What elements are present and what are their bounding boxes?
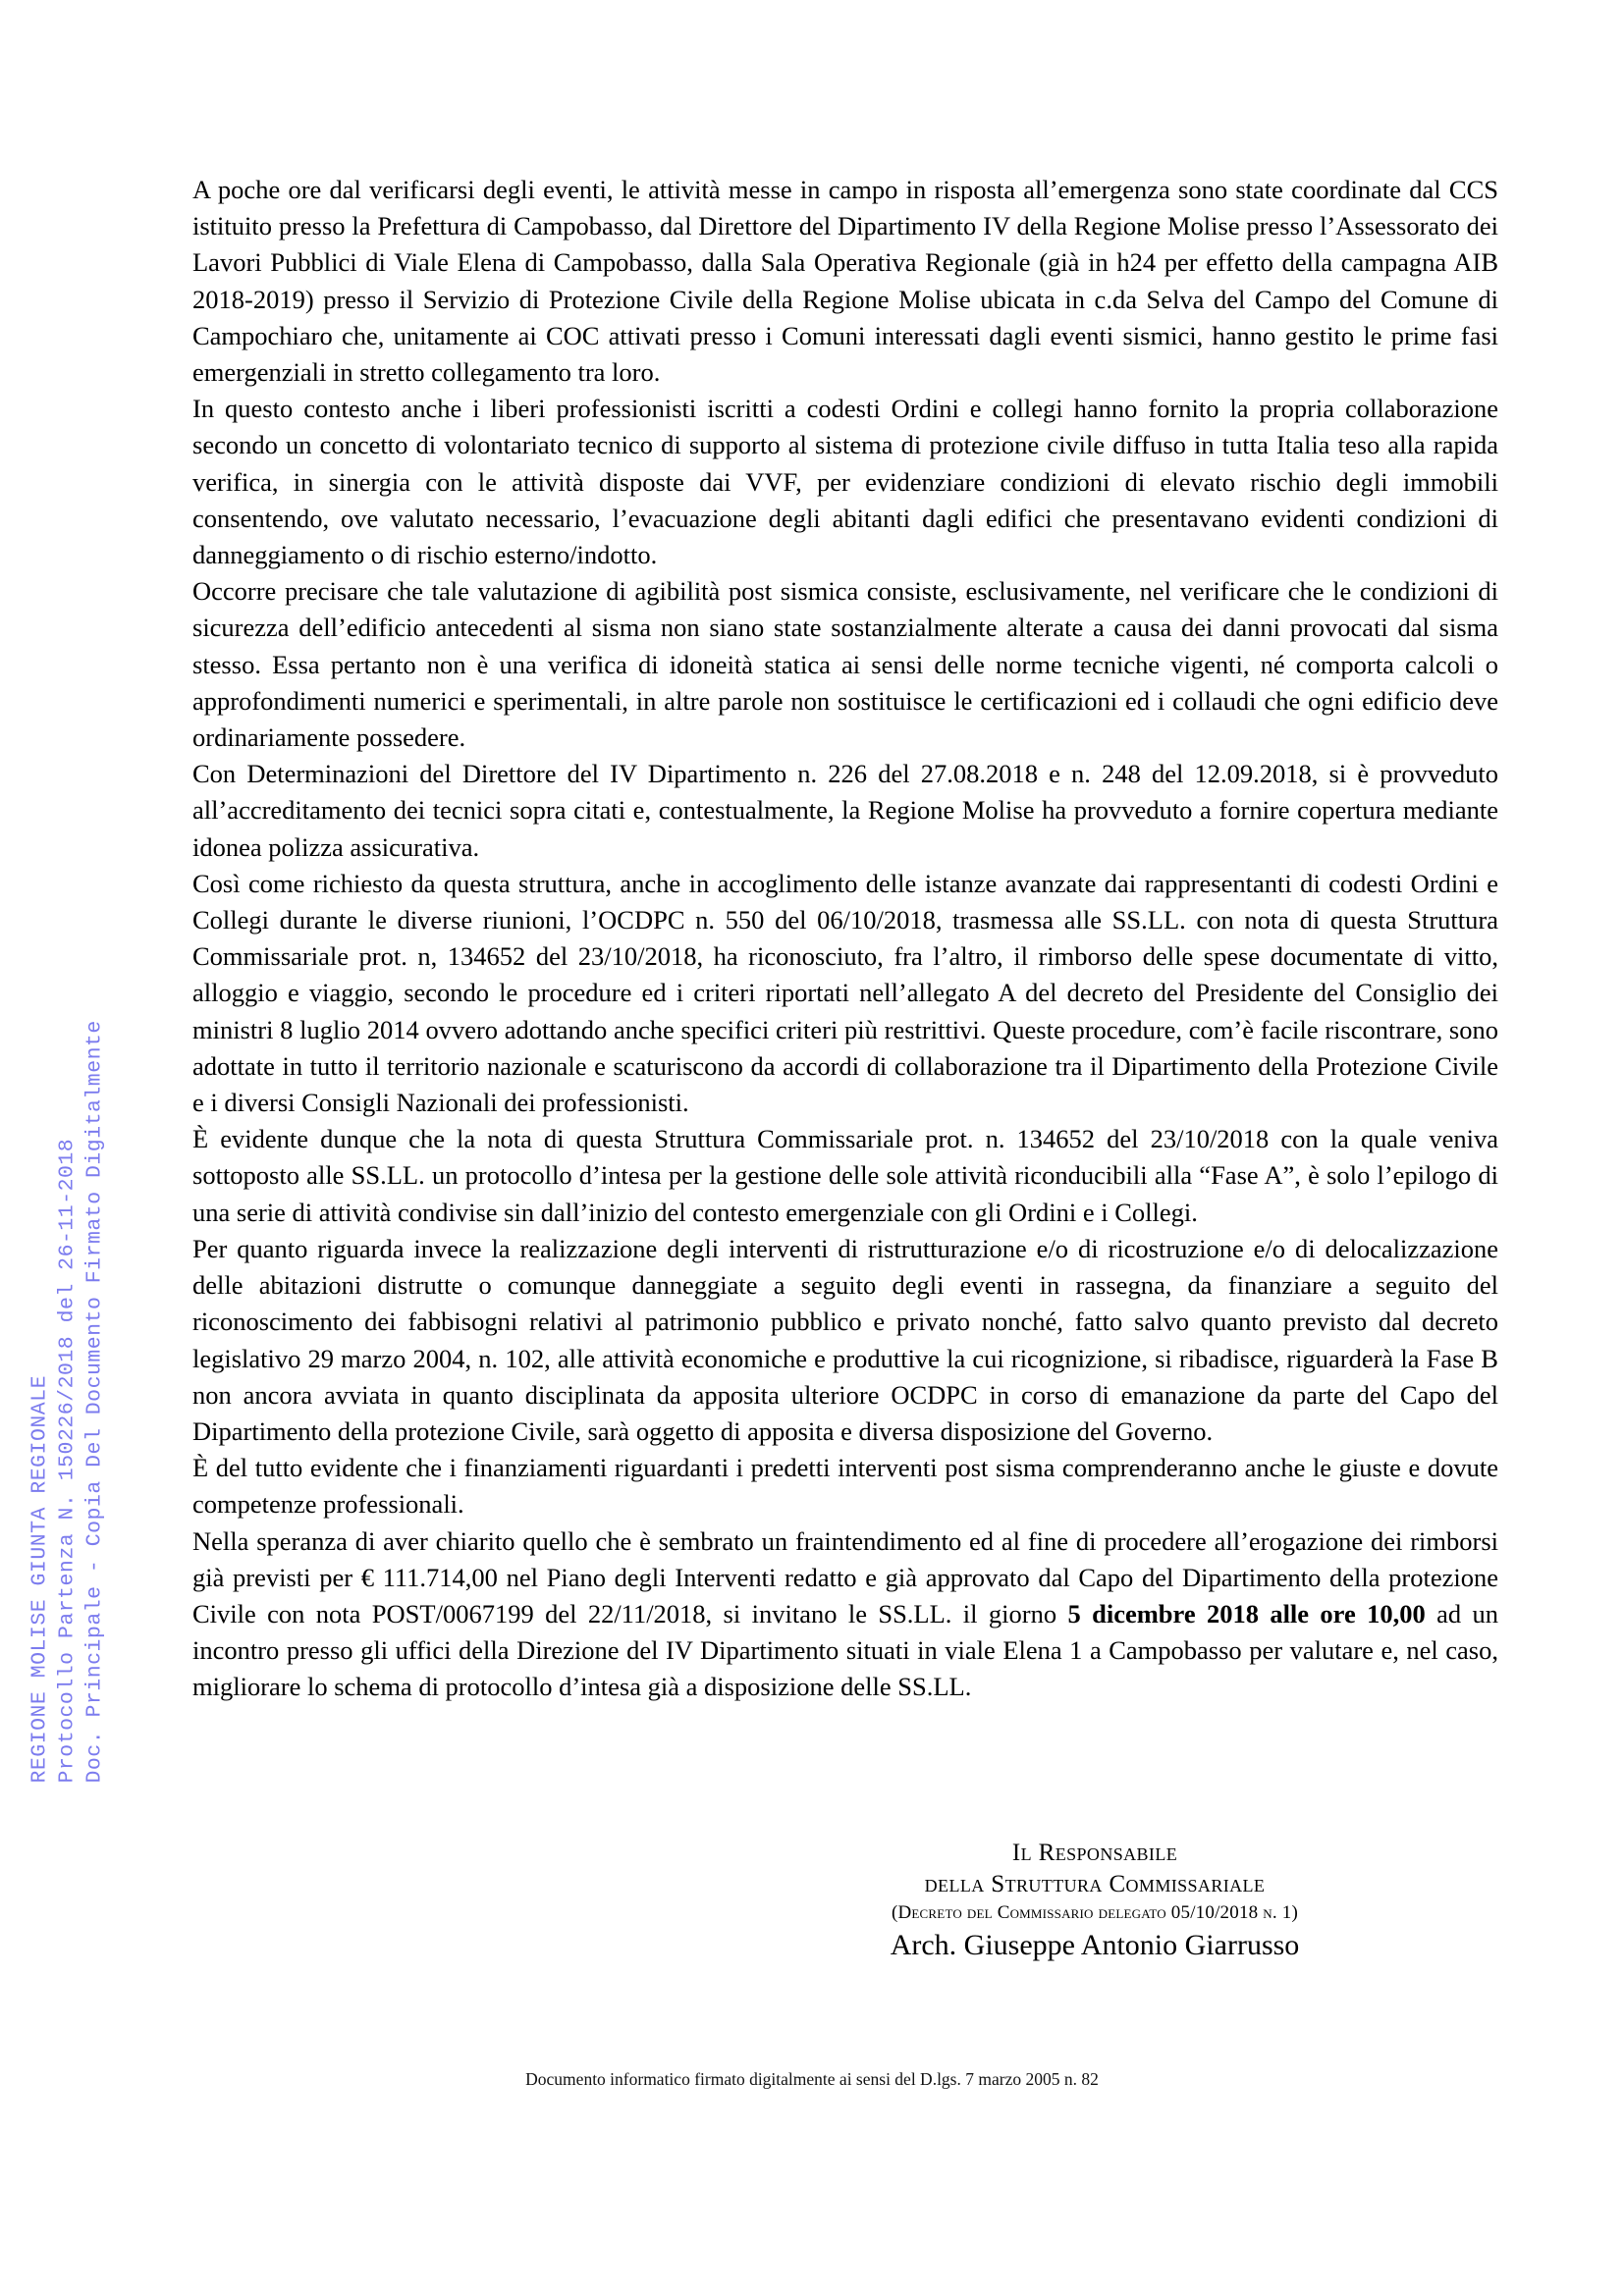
body-paragraph: A poche ore dal verificarsi degli eventi, le attività messe in campo in risposta all’emergenza sono state coordinate dal CCS istituito presso la Prefettura di Campobasso, dal Direttore del Dipartimento IV della Regione Molise presso l’Assessorato dei Lavori Pubblici di Viale Elena di Campobasso, dalla Sala Operativa Regionale (già in h24 per effetto della campagna AIB 2018-2019) presso il Servizio di Protezione Civile della Regione Molise ubicata in c.da Selva del Campo del Comune di Campochiaro che, unitamente ai COC attivati presso i Comuni interessati dagli eventi sismici, hanno gestito le prime fasi emergenziali in stretto collegamento tra loro.	[192, 175, 1498, 388]
body-paragraph-meeting-invitation	[192, 1523, 1498, 1706]
body-paragraph: Con Determinazioni del Direttore del IV Dipartimento n. 226 del 27.08.2018 e n. 248 del 12.09.2018, si è provveduto all’accreditamento dei tecnici sopra citati e, contestualmente, la Regione Molise ha provveduto a fornire copertura mediante idonea polizza assicurativa.	[192, 759, 1498, 862]
signature-decree-reference: (Decreto del Commissario delegato 05/10/2018 n. 1)	[891, 1902, 1299, 1923]
protocol-stamp-line-entity: REGIONE MOLISE GIUNTA REGIONALE	[27, 1375, 52, 1784]
signature-organization: della Struttura Commissariale	[924, 1871, 1266, 1897]
body-paragraph: È del tutto evidente che i finanziamenti riguardanti i predetti interventi post sisma comprenderanno anche le giuste e dovute competenze professionali.	[192, 1453, 1498, 1520]
protocol-stamp	[0, 0, 118, 2296]
document-body	[192, 172, 1498, 1706]
footer-digital-signature-note: Documento informatico firmato digitalmente ai sensi del D.lgs. 7 marzo 2005 n. 82	[525, 2069, 1099, 2089]
signature-block	[687, 1838, 1502, 1964]
body-paragraph: Occorre precisare che tale valutazione di agibilità post sismica consiste, esclusivamente, nel verificare che le condizioni di sicurezza dell’edificio antecedenti al sisma non siano state sostanzialmente alterate a causa dei danni provocati dal sisma stesso. Essa pertanto non è una verifica di idoneità statica ai sensi delle norme tecniche vigenti, né comporta calcoli o approfondimenti numerici e sperimentali, in altre parole non sostituisce le certificazioni ed i collaudi che ogni edificio deve ordinariamente possedere.	[192, 576, 1498, 753]
invitation-text-after: ad un incontro presso gli uffici della Direzione del IV Dipartimento situati in viale Elena 1 a Campobasso per valutare e, nel caso, migliorare lo schema di protocollo d’intesa già a disposizione delle SS.LL.	[192, 1598, 1498, 1702]
protocol-stamp-line-protocol: Protocollo Partenza N. 150226/2018 del 26-11-2018	[55, 1138, 80, 1784]
body-paragraph: Per quanto riguarda invece la realizzazione degli interventi di ristrutturazione e/o di ricostruzione e/o di delocalizzazione delle abitazioni distrutte o comunque danneggiate a seguito degli eventi in rassegna, da finanziare a seguito del riconoscimento dei fabbisogni relativi al patrimonio pubblico e privato nonché, fatto salvo quanto previsto dal decreto legislativo 29 marzo 2004, n. 102, alle attività economiche e produttive la cui ricognizione, si ribadisce, riguarderà la Fase B non ancora avviata in quanto disciplinata da apposita ulteriore OCDPC in corso di emanazione da parte del Capo del Dipartimento della protezione Civile, sarà oggetto di apposita e diversa disposizione del Governo.	[192, 1233, 1498, 1446]
body-paragraph: Così come richiesto da questa struttura, anche in accoglimento delle istanze avanzate dai rappresentanti di codesti Ordini e Collegi durante le diverse riunioni, l’OCDPC n. 550 del 06/10/2018, trasmessa alle SS.LL. con nota di questa Struttura Commissariale prot. n, 134652 del 23/10/2018, ha riconosciuto, fra l’altro, il rimborso delle spese documentate di vitto, alloggio e viaggio, secondo le procedure ed i criteri riportati nell’allegato A del decreto del Presidente del Consiglio dei ministri 8 luglio 2014 ovvero adottando anche specifici criteri più restrittivi. Queste procedure, com’è facile riscontrare, sono adottate in tutto il territorio nazionale e scaturiscono da accordi di collaborazione tra il Dipartimento della Protezione Civile e i diversi Consigli Nazionali dei professionisti.	[192, 868, 1498, 1118]
meeting-datetime: 5 dicembre 2018 alle ore 10,00	[1067, 1598, 1426, 1629]
body-paragraph: In questo contesto anche i liberi professionisti iscritti a codesti Ordini e collegi hanno fornito la propria collaborazione secondo un concetto di volontariato tecnico di supporto al sistema di protezione civile diffuso in tutta Italia teso alla rapida verifica, in sinergia con le attività disposte dai VVF, per evidenziare condizioni di elevato rischio degli immobili consentendo, ove valutato necessario, l’evacuazione degli abitanti dagli edifici che presentavano evidenti condizioni di danneggiamento o di rischio esterno/indotto.	[192, 394, 1498, 570]
protocol-stamp-line-doc-type: Doc. Principale - Copia Del Documento Firmato Digitalmente	[82, 1020, 107, 1784]
signature-role-title: Il Responsabile	[1011, 1840, 1178, 1866]
invitation-text-before: Nella speranza di aver chiarito quello che è sembrato un fraintendimento ed al fine di procedere all’erogazione dei rimborsi già previsti per € 111.714,00 nel Piano degli Interventi redatto e già approvato dal Capo del Dipartimento della protezione Civile con nota POST/0067199 del 22/11/2018, si invitano le SS.LL. il giorno	[192, 1525, 1498, 1629]
signature-name: Arch. Giuseppe Antonio Giarrusso	[890, 1929, 1300, 1961]
body-paragraph: È evidente dunque che la nota di questa Struttura Commissariale prot. n. 134652 del 23/10/2018 con la quale veniva sottoposto alle SS.LL. un protocollo d’intesa per la gestione delle sole attività riconducibili alla “Fase A”, è solo l’epilogo di una serie di attività condivise sin dall’inizio del contesto emergenziale con gli Ordini e i Collegi.	[192, 1124, 1498, 1227]
